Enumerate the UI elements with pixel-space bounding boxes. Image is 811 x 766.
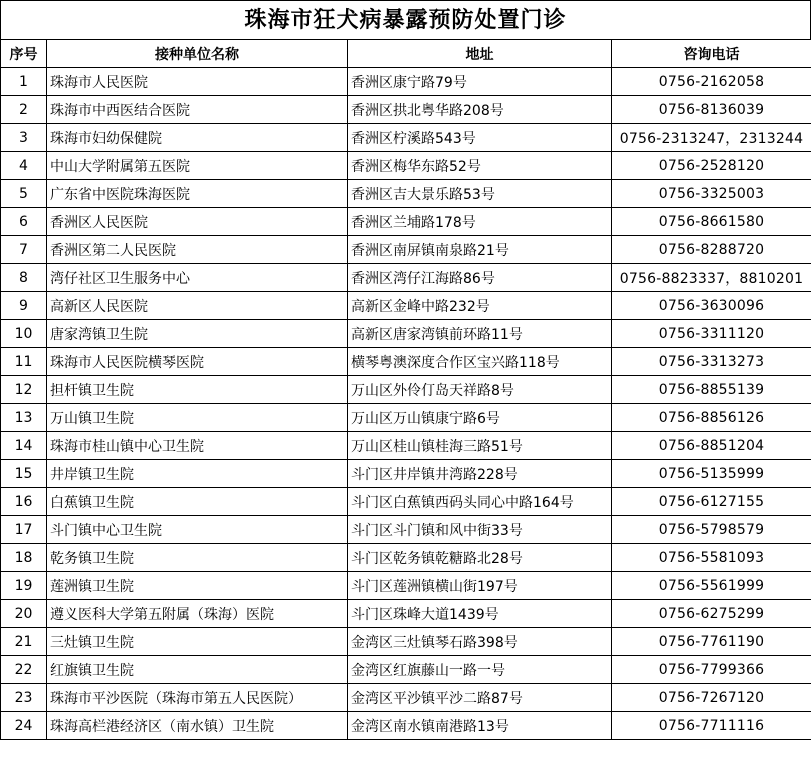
row-address: 斗门区斗门镇和风中街33号 — [348, 516, 612, 544]
row-clinic-name: 珠海市中西医结合医院 — [47, 96, 348, 124]
table-body — [1, 68, 811, 740]
row-clinic-name: 高新区人民医院 — [47, 292, 348, 320]
row-address: 香洲区柠溪路543号 — [348, 124, 612, 152]
row-phone: 0756-2528120 — [612, 152, 811, 180]
header-address: 地址 — [348, 40, 612, 68]
table-title: 珠海市狂犬病暴露预防处置门诊 — [0, 0, 811, 39]
row-index: 23 — [1, 684, 47, 712]
row-phone: 0756-7711116 — [612, 712, 811, 740]
row-clinic-name: 白蕉镇卫生院 — [47, 488, 348, 516]
row-index: 16 — [1, 488, 47, 516]
row-index: 2 — [1, 96, 47, 124]
row-phone: 0756-3630096 — [612, 292, 811, 320]
row-clinic-name: 担杆镇卫生院 — [47, 376, 348, 404]
row-address: 斗门区珠峰大道1439号 — [348, 600, 612, 628]
row-index: 15 — [1, 460, 47, 488]
row-index: 6 — [1, 208, 47, 236]
row-index: 8 — [1, 264, 47, 292]
row-phone: 0756-7799366 — [612, 656, 811, 684]
row-index: 13 — [1, 404, 47, 432]
clinic-table — [0, 39, 811, 740]
table-row — [1, 628, 811, 656]
row-address: 斗门区乾务镇乾糖路北28号 — [348, 544, 612, 572]
row-clinic-name: 乾务镇卫生院 — [47, 544, 348, 572]
row-clinic-name: 唐家湾镇卫生院 — [47, 320, 348, 348]
row-clinic-name: 斗门镇中心卫生院 — [47, 516, 348, 544]
table-row — [1, 544, 811, 572]
row-clinic-name: 三灶镇卫生院 — [47, 628, 348, 656]
table-row — [1, 96, 811, 124]
row-address: 斗门区莲洲镇横山街197号 — [348, 572, 612, 600]
row-clinic-name: 万山镇卫生院 — [47, 404, 348, 432]
table-row — [1, 600, 811, 628]
row-index: 9 — [1, 292, 47, 320]
row-clinic-name: 遵义医科大学第五附属（珠海）医院 — [47, 600, 348, 628]
row-phone: 0756-2313247，2313244 — [612, 124, 811, 152]
row-address: 香洲区康宁路79号 — [348, 68, 612, 96]
row-address: 万山区万山镇康宁路6号 — [348, 404, 612, 432]
row-address: 香洲区兰埔路178号 — [348, 208, 612, 236]
row-clinic-name: 珠海高栏港经济区（南水镇）卫生院 — [47, 712, 348, 740]
header-index: 序号 — [1, 40, 47, 68]
row-clinic-name: 香洲区第二人民医院 — [47, 236, 348, 264]
row-index: 11 — [1, 348, 47, 376]
row-address: 高新区金峰中路232号 — [348, 292, 612, 320]
row-phone: 0756-3313273 — [612, 348, 811, 376]
row-phone: 0756-3311120 — [612, 320, 811, 348]
row-address: 横琴粤澳深度合作区宝兴路118号 — [348, 348, 612, 376]
table-row — [1, 432, 811, 460]
row-index: 22 — [1, 656, 47, 684]
row-address: 香洲区梅华东路52号 — [348, 152, 612, 180]
row-phone: 0756-7761190 — [612, 628, 811, 656]
header-name: 接种单位名称 — [47, 40, 348, 68]
table-row — [1, 292, 811, 320]
row-address: 金湾区三灶镇琴石路398号 — [348, 628, 612, 656]
row-phone: 0756-8855139 — [612, 376, 811, 404]
table-row — [1, 684, 811, 712]
row-index: 4 — [1, 152, 47, 180]
table-row — [1, 208, 811, 236]
row-address: 金湾区南水镇南港路13号 — [348, 712, 612, 740]
row-address: 香洲区湾仔江海路86号 — [348, 264, 612, 292]
row-phone: 0756-7267120 — [612, 684, 811, 712]
row-index: 5 — [1, 180, 47, 208]
row-index: 1 — [1, 68, 47, 96]
table-row — [1, 348, 811, 376]
row-clinic-name: 湾仔社区卫生服务中心 — [47, 264, 348, 292]
table-row — [1, 460, 811, 488]
row-clinic-name: 珠海市桂山镇中心卫生院 — [47, 432, 348, 460]
row-phone: 0756-5798579 — [612, 516, 811, 544]
row-phone: 0756-8823337，8810201 — [612, 264, 811, 292]
header-row — [1, 40, 811, 68]
row-address: 香洲区吉大景乐路53号 — [348, 180, 612, 208]
header-phone: 咨询电话 — [612, 40, 811, 68]
table-row — [1, 404, 811, 432]
row-clinic-name: 中山大学附属第五医院 — [47, 152, 348, 180]
row-index: 12 — [1, 376, 47, 404]
row-phone: 0756-3325003 — [612, 180, 811, 208]
row-index: 24 — [1, 712, 47, 740]
row-address: 斗门区白蕉镇西码头同心中路164号 — [348, 488, 612, 516]
row-clinic-name: 珠海市妇幼保健院 — [47, 124, 348, 152]
table-row — [1, 68, 811, 96]
row-phone: 0756-6275299 — [612, 600, 811, 628]
table-row — [1, 236, 811, 264]
row-phone: 0756-8288720 — [612, 236, 811, 264]
row-phone: 0756-8136039 — [612, 96, 811, 124]
table-row — [1, 376, 811, 404]
row-index: 7 — [1, 236, 47, 264]
table-row — [1, 264, 811, 292]
row-clinic-name: 珠海市人民医院 — [47, 68, 348, 96]
row-phone: 0756-2162058 — [612, 68, 811, 96]
row-index: 19 — [1, 572, 47, 600]
row-clinic-name: 井岸镇卫生院 — [47, 460, 348, 488]
row-phone: 0756-8661580 — [612, 208, 811, 236]
row-index: 17 — [1, 516, 47, 544]
row-clinic-name: 红旗镇卫生院 — [47, 656, 348, 684]
row-phone: 0756-5581093 — [612, 544, 811, 572]
row-address: 高新区唐家湾镇前环路11号 — [348, 320, 612, 348]
table-row — [1, 656, 811, 684]
row-phone: 0756-6127155 — [612, 488, 811, 516]
table-row — [1, 124, 811, 152]
row-address: 万山区桂山镇桂海三路51号 — [348, 432, 612, 460]
row-phone: 0756-8856126 — [612, 404, 811, 432]
row-phone: 0756-5561999 — [612, 572, 811, 600]
row-index: 14 — [1, 432, 47, 460]
row-address: 香洲区拱北粤华路208号 — [348, 96, 612, 124]
row-index: 10 — [1, 320, 47, 348]
row-index: 20 — [1, 600, 47, 628]
table-row — [1, 180, 811, 208]
table-row — [1, 572, 811, 600]
table-row — [1, 488, 811, 516]
table-row — [1, 152, 811, 180]
table-row — [1, 320, 811, 348]
row-address: 金湾区红旗藤山一路一号 — [348, 656, 612, 684]
table-row — [1, 516, 811, 544]
row-clinic-name: 广东省中医院珠海医院 — [47, 180, 348, 208]
row-clinic-name: 珠海市人民医院横琴医院 — [47, 348, 348, 376]
row-address: 万山区外伶仃岛天祥路8号 — [348, 376, 612, 404]
row-clinic-name: 莲洲镇卫生院 — [47, 572, 348, 600]
row-clinic-name: 香洲区人民医院 — [47, 208, 348, 236]
table-row — [1, 712, 811, 740]
row-phone: 0756-5135999 — [612, 460, 811, 488]
row-address: 香洲区南屏镇南泉路21号 — [348, 236, 612, 264]
row-clinic-name: 珠海市平沙医院（珠海市第五人民医院） — [47, 684, 348, 712]
row-address: 斗门区井岸镇井湾路228号 — [348, 460, 612, 488]
row-index: 18 — [1, 544, 47, 572]
row-phone: 0756-8851204 — [612, 432, 811, 460]
row-address: 金湾区平沙镇平沙二路87号 — [348, 684, 612, 712]
row-index: 3 — [1, 124, 47, 152]
row-index: 21 — [1, 628, 47, 656]
